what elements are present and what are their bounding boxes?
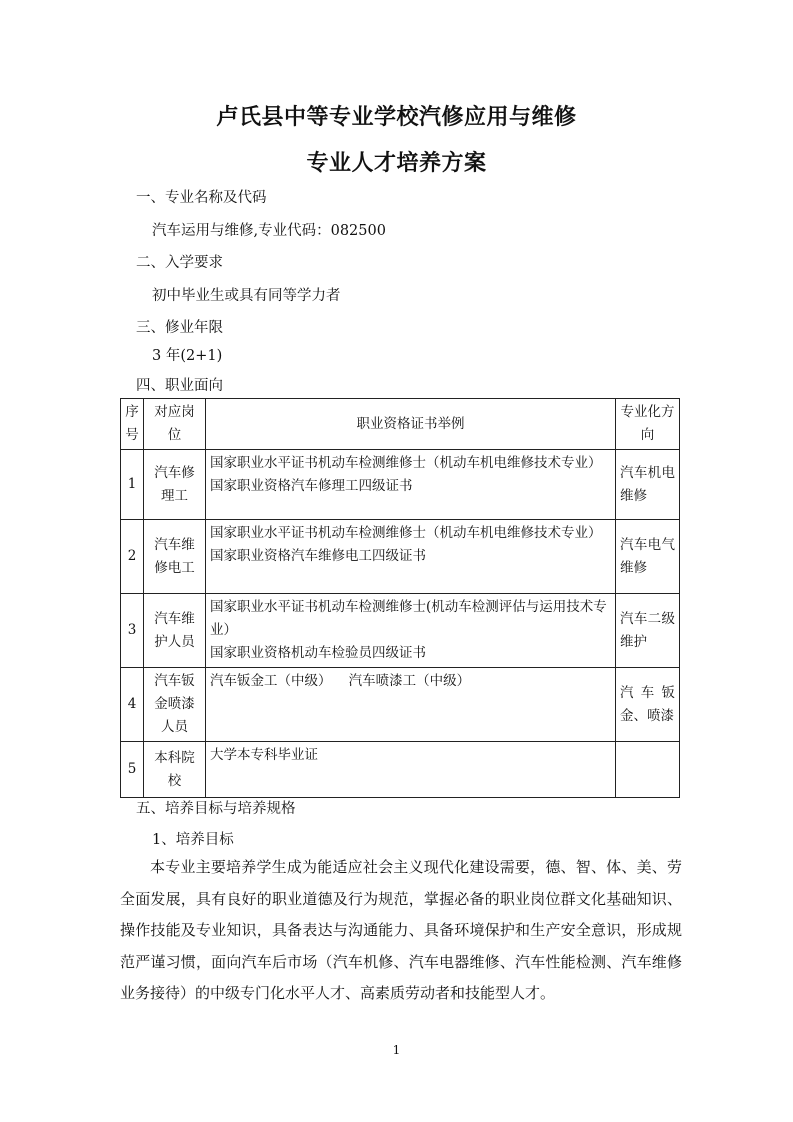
section-text-2: 初中毕业生或具有同等学力者 [152,288,341,304]
header-cert: 职业资格证书举例 [206,399,616,450]
row-cert [206,668,616,742]
row-no: 4 [121,668,144,742]
section-heading-2: 二、入学要求 [136,255,223,271]
cert-line: 国家职业水平证书机动车检测维修士（机动车机电维修技术专业） [210,455,602,471]
header-direction: 专业化方向 [616,399,680,450]
section-text-3: 3 年(2+1) [152,348,223,364]
header-position: 对应岗位 [144,399,206,450]
row-direction: 汽车电气维修 [616,520,680,594]
section-heading-4: 四、职业面向 [136,378,223,394]
row-direction: 汽车钣金、喷漆 [616,668,680,742]
cert-line: 大学本专科毕业证 [210,747,318,763]
section-heading-1: 一、专业名称及代码 [136,190,267,206]
goal-paragraph: 本专业主要培养学生成为能适应社会主义现代化建设需要，德、智、体、美、劳全面发展，具有良好的职业道德及行为规范，掌握必备的职业岗位群文化基础知识、操作技能及专业知识，具备表达与沟通能力、具备环境保护和生产安全意识，形成规范严谨习惯，面向汽车后市场（汽车机修、汽车电器维修、汽车性能检测、汽车维修业务接待）的中级专门化水平人才、高素质劳动者和技能型人才。 [120,858,682,1003]
section-text-1: 汽车运用与维修,专业代码：082500 [152,223,386,239]
cert-line: 国家职业水平证书机动车检测维修士（机动车机电维修技术专业） [210,525,602,541]
career-table [120,398,680,798]
section-heading-5: 五、培养目标与培养规格 [136,801,296,817]
header-no: 序号 [121,399,144,450]
cert-line: 汽车钣金工（中级） 汽车喷漆工（中级） [210,673,471,689]
page-number: 1 [392,1043,401,1057]
cert-line: 国家职业水平证书机动车检测维修士(机动车检测评估与运用技术专业） [210,599,607,638]
table-header-row [121,399,680,450]
row-direction: 汽车机电维修 [616,450,680,520]
row-position: 汽车维护人员 [144,594,206,668]
row-cert [206,594,616,668]
row-no: 5 [121,742,144,798]
row-no: 1 [121,450,144,520]
row-no: 3 [121,594,144,668]
document-title-line1: 卢氏县中等专业学校汽修应用与维修 [216,105,577,130]
row-position: 本科院校 [144,742,206,798]
cert-line: 国家职业资格机动车检验员四级证书 [210,645,426,661]
table-row [121,668,680,742]
table-row [121,594,680,668]
row-position: 汽车维修电工 [144,520,206,594]
row-no: 2 [121,520,144,594]
cert-line: 国家职业资格汽车修理工四级证书 [210,478,413,494]
row-cert [206,742,616,798]
table-row [121,450,680,520]
row-direction: 汽车二级维护 [616,594,680,668]
cert-line: 国家职业资格汽车维修电工四级证书 [210,548,426,564]
table-row [121,742,680,798]
document-title-line2: 专业人才培养方案 [306,151,487,176]
row-direction [616,742,680,798]
row-position: 汽车钣金喷漆人员 [144,668,206,742]
table-row [121,520,680,594]
subsection-heading: 1、培养目标 [152,832,234,848]
section-heading-3: 三、修业年限 [136,320,223,336]
row-cert [206,520,616,594]
row-position: 汽车修理工 [144,450,206,520]
row-cert [206,450,616,520]
